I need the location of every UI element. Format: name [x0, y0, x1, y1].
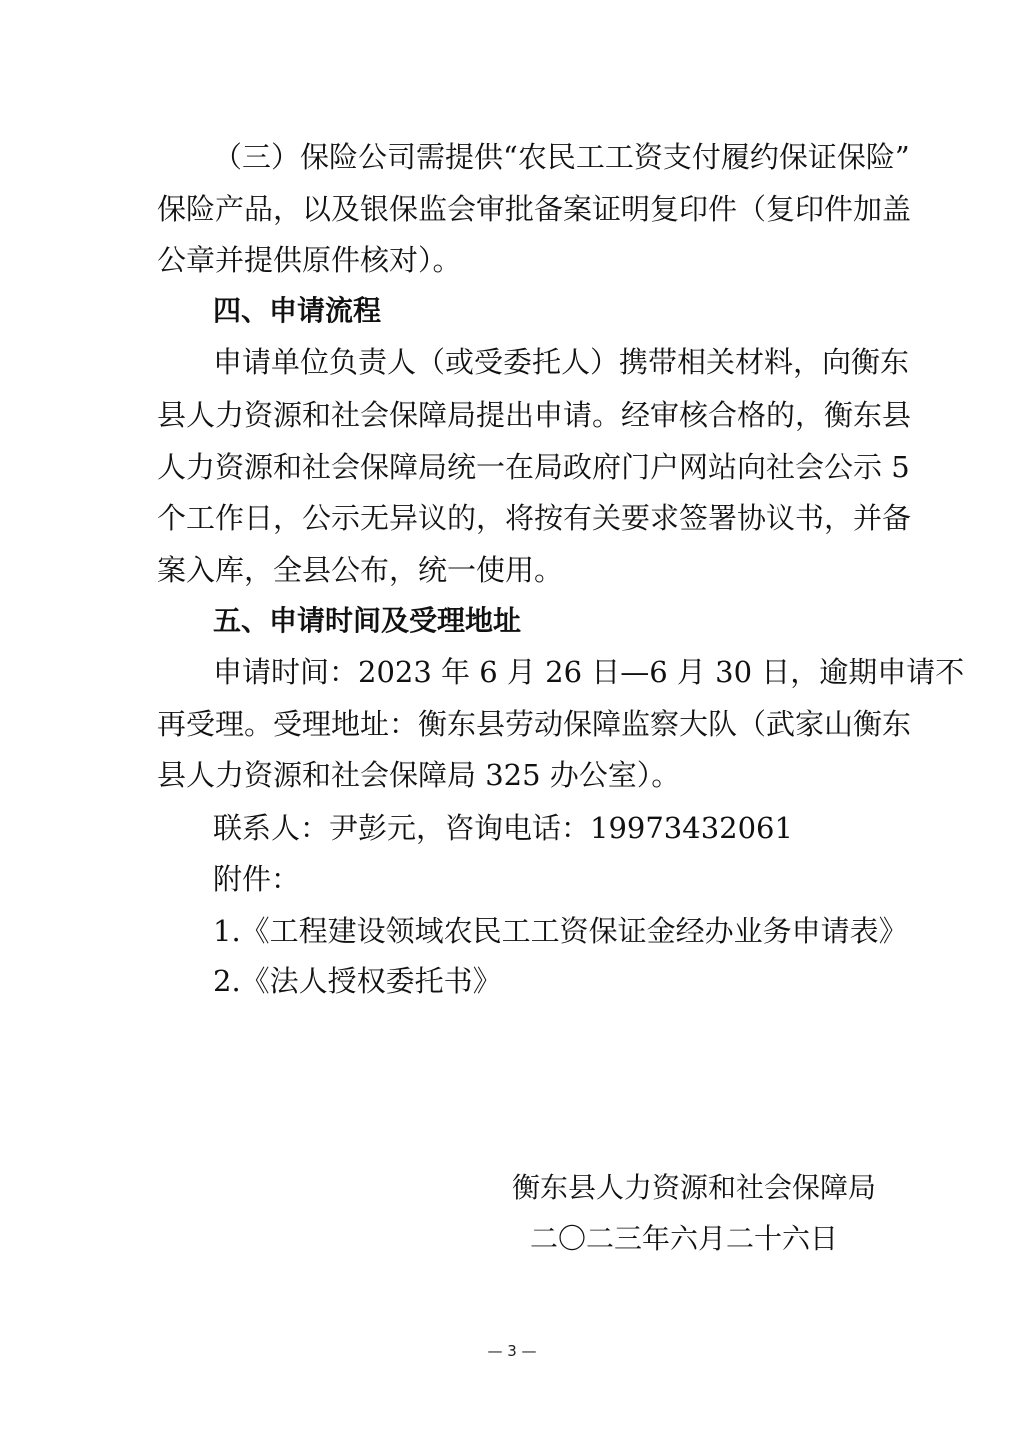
attachment-item: 1.《工程建设领域农民工工资保证金经办业务申请表》	[213, 914, 908, 948]
signing-date: 二〇二三年六月二十六日	[530, 1222, 839, 1255]
attachment-item: 2.《法人授权委托书》	[213, 964, 502, 998]
contact-line: 联系人：尹彭元，咨询电话：19973432061	[213, 811, 793, 845]
section-heading: 四、申请流程	[213, 294, 382, 327]
paragraph-line: （三）保险公司需提供“农民工工资支付履约保证保险”	[213, 140, 910, 174]
paragraph-line: 再受理。受理地址：衡东县劳动保障监察大队（武家山衡东	[157, 707, 912, 741]
paragraph-line: 县人力资源和社会保障局 325 办公室）。	[157, 758, 681, 792]
paragraph-line: 保险产品，以及银保监会审批备案证明复印件（复印件加盖	[157, 192, 912, 226]
paragraph-line: 申请单位负责人（或受委托人）携带相关材料，向衡东	[213, 345, 910, 379]
paragraph-line: 人力资源和社会保障局统一在局政府门户网站向社会公示 5	[157, 450, 910, 484]
section-heading: 五、申请时间及受理地址	[213, 604, 522, 637]
page-number: — 3 —	[487, 1342, 537, 1360]
paragraph-line: 案入库，全县公布，统一使用。	[157, 553, 564, 587]
paragraph-line: 公章并提供原件核对）。	[157, 243, 462, 277]
signing-organization: 衡东县人力资源和社会保障局	[512, 1171, 877, 1204]
paragraph-line: 县人力资源和社会保障局提出申请。经审核合格的，衡东县	[157, 398, 912, 432]
attachments-label: 附件：	[213, 862, 301, 896]
paragraph-line: 个工作日，公示无异议的，将按有关要求签署协议书，并备	[157, 501, 912, 535]
paragraph-line: 申请时间：2023 年 6 月 26 日—6 月 30 日，逾期申请不	[213, 655, 965, 689]
